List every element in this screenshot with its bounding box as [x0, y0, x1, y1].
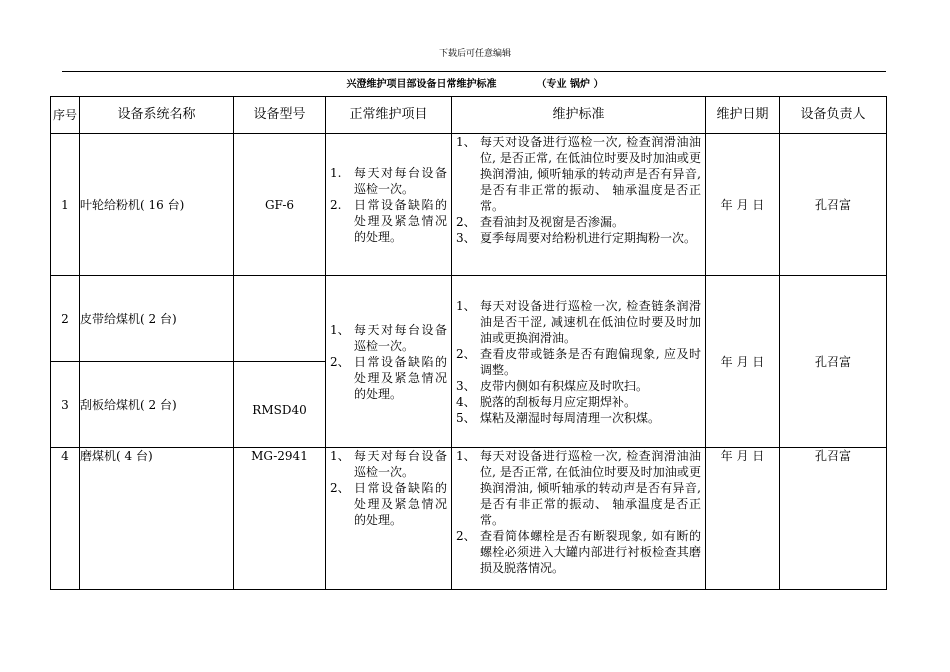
- item-number: 1、: [330, 322, 350, 337]
- equipment-name: 叶轮给粉机( 16 台): [80, 134, 234, 276]
- maintenance-standards: [452, 134, 706, 276]
- maintenance-date: 年 月 日: [706, 276, 780, 448]
- list-item: [330, 480, 447, 528]
- item-text: 每天对设备进行巡检一次, 检查润滑油油位, 是否正常, 在低油位时要及时加油或更换润滑油, 倾听轴承的转动声是否有异音, 是否有非正常的振动、 轴承温度是否正常。: [480, 449, 701, 527]
- list-item: [456, 528, 701, 576]
- item-text: 每天对每台设备巡检一次。: [354, 449, 447, 479]
- item-number: 1、: [456, 135, 476, 149]
- document-title: [0, 75, 950, 90]
- header-standard: 维护标准: [452, 97, 706, 134]
- maintenance-standards: [452, 448, 706, 590]
- header-no: 序号: [51, 97, 80, 134]
- item-number: 4、: [456, 394, 476, 409]
- item-number: 2.: [330, 197, 342, 212]
- maintenance-items: [326, 276, 452, 448]
- maintenance-date: 年 月 日: [706, 134, 780, 276]
- equipment-model: MG-2941: [234, 448, 326, 590]
- item-number: 2、: [330, 481, 350, 495]
- item-text: 夏季每周要对给粉机进行定期掏粉一次。: [480, 231, 697, 245]
- list-item: [456, 410, 701, 426]
- list-item: [330, 354, 447, 402]
- item-text: 每天对设备进行巡检一次, 检查链条润滑油是否干涩, 减速机在低油位时要及时加油或更换润滑油。: [480, 298, 701, 345]
- header-items: 正常维护项目: [326, 97, 452, 134]
- list-item: [330, 448, 447, 480]
- list-item: [456, 230, 701, 246]
- item-text: 查看简体螺栓是否有断裂现象, 如有断的螺栓必须进入大罐内部进行衬板检查其磨损及脱落情况。: [480, 529, 701, 575]
- item-number: 2、: [330, 354, 350, 369]
- maintenance-items: [326, 448, 452, 590]
- item-number: 3、: [456, 378, 476, 393]
- document-title-text: 兴澄维护项目部设备日常维护标准: [346, 79, 497, 90]
- item-text: 煤粘及潮湿时每周清理一次积煤。: [480, 410, 661, 425]
- table-row: [51, 134, 887, 276]
- item-number: 1、: [456, 449, 476, 463]
- item-number: 2、: [456, 215, 476, 229]
- table-row: [51, 448, 887, 590]
- item-number: 2、: [456, 346, 476, 361]
- row-no: 2: [51, 276, 80, 362]
- header-owner: 设备负责人: [780, 97, 887, 134]
- maintenance-items: [326, 134, 452, 276]
- item-text: 每天对每台设备巡检一次。: [354, 165, 447, 196]
- item-number: 1、: [456, 298, 476, 313]
- list-item: [456, 394, 701, 410]
- list-item: [456, 346, 701, 378]
- header-note: 下载后可任意编辑: [438, 49, 511, 59]
- maintenance-items-list: [326, 322, 451, 402]
- row-no: 4: [51, 448, 80, 590]
- item-text: 皮带内侧如有积煤应及时吹扫。: [480, 378, 649, 393]
- item-text: 日常设备缺陷的处理及紧急情况的处理。: [354, 354, 447, 401]
- list-item: [456, 214, 701, 230]
- standards-list: [452, 134, 705, 246]
- maintenance-date: 年 月 日: [706, 448, 780, 590]
- list-item: [456, 448, 701, 528]
- item-text: 查看油封及视窗是否渗漏。: [480, 215, 625, 229]
- equipment-model: RMSD40: [234, 362, 326, 448]
- list-item: [456, 298, 701, 346]
- header-name: 设备系统名称: [80, 97, 234, 134]
- row-no: 1: [51, 134, 80, 276]
- list-item: [456, 378, 701, 394]
- list-item: [330, 165, 447, 197]
- standards-list: [452, 298, 705, 426]
- row-no: 3: [51, 362, 80, 448]
- equipment-name: 磨煤机( 4 台): [80, 448, 234, 590]
- table-row: [51, 276, 887, 362]
- equipment-name: 皮带给煤机( 2 台): [80, 276, 234, 362]
- equipment-model: GF-6: [234, 134, 326, 276]
- item-text: 日常设备缺陷的处理及紧急情况的处理。: [354, 197, 447, 244]
- header-divider: [62, 71, 886, 72]
- equipment-owner: 孔召富: [780, 276, 887, 448]
- item-text: 脱落的刮板每月应定期焊补。: [480, 394, 637, 409]
- header-model: 设备型号: [234, 97, 326, 134]
- item-text: 查看皮带或链条是否有跑偏现象, 应及时调整。: [480, 346, 701, 377]
- maintenance-standards: [452, 276, 706, 448]
- equipment-model: [234, 276, 326, 362]
- item-text: 每天对设备进行巡检一次, 检查润滑油油位, 是否正常, 在低油位时要及时加油或更换润滑油, 倾听轴承的转动声是否有异音, 是否有非正常的振动、 轴承温度是否正常。: [480, 135, 701, 213]
- item-number: 3、: [456, 231, 476, 245]
- item-number: 1.: [330, 165, 342, 180]
- item-number: 5、: [456, 410, 476, 425]
- maintenance-items-list: [326, 165, 451, 245]
- item-text: 每天对每台设备巡检一次。: [354, 322, 447, 353]
- list-item: [456, 134, 701, 214]
- maintenance-items-list: [326, 448, 451, 528]
- header-date: 维护日期: [706, 97, 780, 134]
- list-item: [330, 322, 447, 354]
- document-specialty: （专业 锅炉 ）: [536, 79, 604, 90]
- standards-list: [452, 448, 705, 576]
- table-header-row: [51, 97, 887, 134]
- equipment-owner: 孔召富: [780, 134, 887, 276]
- list-item: [330, 197, 447, 245]
- item-text: 日常设备缺陷的处理及紧急情况的处理。: [354, 481, 447, 527]
- equipment-owner: 孔召富: [780, 448, 887, 590]
- maintenance-standard-table: [50, 96, 887, 590]
- item-number: 1、: [330, 449, 350, 463]
- item-number: 2、: [456, 529, 476, 543]
- equipment-name: 刮板给煤机( 2 台): [80, 362, 234, 448]
